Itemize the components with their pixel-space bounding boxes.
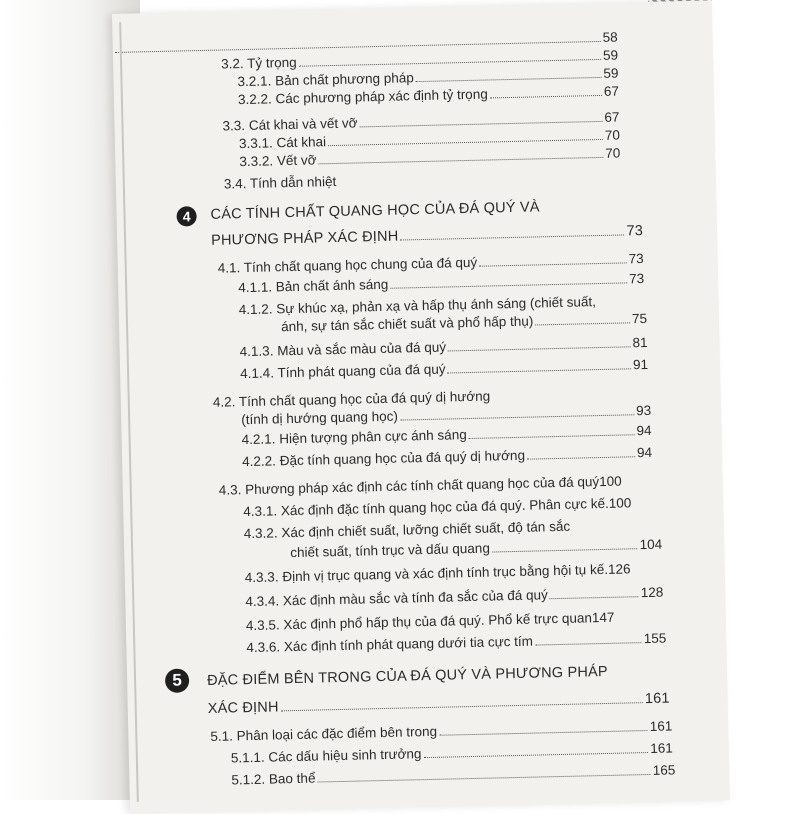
toc-page: 59 <box>602 47 619 63</box>
chapter-title-line1: ĐẶC ĐIỂM BÊN TRONG CỦA ĐÁ QUÝ VÀ PHƯƠNG PHÁP <box>206 663 608 690</box>
toc-title: Đặc tính quang học của đá quý dị hướng <box>279 447 526 469</box>
toc-num: 4.3. <box>218 482 242 498</box>
toc-title: Tính chất quang học chung của đá quý <box>243 254 478 276</box>
toc-leader <box>359 110 602 128</box>
toc-leader <box>416 66 602 82</box>
toc-leader <box>280 691 642 711</box>
toc-leader <box>469 423 635 439</box>
toc-title: Phương pháp xác định các tính chất quang học của đá quý <box>244 474 600 498</box>
toc-title: Màu và sắc màu của đá quý <box>277 339 447 359</box>
toc-title: Xác định chiết suất, lưỡng chiết suất, độ tán sắc <box>281 518 571 541</box>
toc-page: 161 <box>650 740 673 756</box>
toc-page: 81 <box>632 334 648 351</box>
toc-num: 3.2.2. <box>237 91 272 108</box>
chapter-title-line2: XÁC ĐỊNH <box>207 699 279 718</box>
toc-page: 67 <box>603 83 620 99</box>
toc-entry <box>246 630 666 658</box>
toc-title: Bản chất ánh sáng <box>275 276 389 295</box>
toc-title: Tỷ trọng <box>247 54 297 71</box>
chapter-number: 5 <box>172 670 183 690</box>
toc-num: 4.3.5. <box>245 617 280 634</box>
toc-leader <box>448 335 631 351</box>
toc-leader <box>479 251 627 266</box>
toc-num: 3.4. <box>223 175 247 192</box>
toc-num: 3.2.1. <box>237 73 272 90</box>
toc-title: Tính phát quang của đá quý <box>277 361 446 381</box>
chapter-title-line1: CÁC TÍNH CHẤT QUANG HỌC CỦA ĐÁ QUÝ VÀ <box>210 199 540 223</box>
toc-page: 93 <box>635 402 652 419</box>
toc-title: Vết vỡ <box>276 152 317 169</box>
toc-page: 73 <box>628 251 644 267</box>
toc-num: 4.1. <box>217 260 241 276</box>
toc-title: Bản chất phương pháp <box>274 70 414 89</box>
toc-num: 4.1.4. <box>240 365 275 382</box>
toc-num: 4.2. <box>212 394 236 410</box>
toc-entry <box>245 560 663 587</box>
toc-title-cont: (tính dị hướng quang học) <box>241 408 399 428</box>
toc-title: Tính dẫn nhiệt <box>249 173 337 191</box>
toc-leader <box>390 271 627 288</box>
chapter-number-badge <box>165 668 190 693</box>
toc-title: Các phương pháp xác định tỷ trọng <box>275 86 488 107</box>
toc-title: Các dấu hiệu sinh trưởng <box>268 746 422 765</box>
toc-num: 4.2.2. <box>242 453 277 470</box>
toc-title: Cát khai <box>276 134 327 151</box>
chapter-title-line2-row <box>211 222 643 250</box>
toc-page: 165 <box>652 762 676 778</box>
toc-leader <box>492 537 638 552</box>
toc-page: 94 <box>636 422 652 439</box>
toc-page: 58 <box>602 29 618 45</box>
toc-title: Xác định đặc tính quang học của đá quý. Phân cực kế. <box>280 495 609 519</box>
toc-num: 3.3.2. <box>239 153 274 170</box>
toc-num: 4.3.4. <box>245 593 280 610</box>
toc-title: Bao thể <box>268 770 316 787</box>
toc-num: 3.2. <box>220 56 244 72</box>
toc-entry <box>242 444 652 471</box>
toc-page: 100 <box>608 495 632 511</box>
toc-page: 75 <box>631 310 648 327</box>
toc-page: 126 <box>607 561 631 577</box>
toc-page: 67 <box>604 109 620 125</box>
chapter-number: 4 <box>182 208 191 225</box>
toc-page: 70 <box>605 145 621 161</box>
toc-entry <box>245 584 663 611</box>
toc-page: 104 <box>639 536 663 553</box>
toc-page: 155 <box>643 630 667 647</box>
toc-leader <box>439 719 648 736</box>
toc-page: 161 <box>644 690 670 708</box>
toc-num: 3.3.1. <box>238 135 273 152</box>
toc-page: 147 <box>591 609 615 626</box>
toc-title: Cát khai và vết vỡ <box>248 115 358 133</box>
toc-num: 5.1.1. <box>230 749 265 766</box>
toc-leader <box>490 84 602 99</box>
toc-entry <box>240 356 648 383</box>
toc-num: 5.1.2. <box>231 771 266 788</box>
toc-num: 4.3.6. <box>246 639 281 656</box>
toc-title-cont: chiết suất, tính trục và dấu quang <box>290 540 491 561</box>
toc-leader <box>317 763 651 783</box>
toc-title: Xác định màu sắc và tính đa sắc của đá quý <box>282 587 548 609</box>
toc-num: 4.1.1. <box>238 279 273 296</box>
toc-title: Xác định phổ hấp thụ của đá quý. Phổ kế trực quan <box>283 610 593 633</box>
chapter-title-line2: PHƯƠNG PHÁP XÁC ĐỊNH <box>210 228 399 249</box>
toc-num: 4.1.3. <box>239 343 274 360</box>
toc-num: 4.1.2. <box>238 301 273 318</box>
toc-num: 4.2.1. <box>241 431 276 448</box>
toc-num: 4.3.2. <box>243 525 278 542</box>
toc-page: 73 <box>628 270 645 287</box>
toc-num: 5.1. <box>210 728 234 744</box>
toc-leader <box>535 311 630 325</box>
chapter-number-badge <box>176 206 196 226</box>
toc-title: Hiện tượng phân cực ánh sáng <box>279 427 467 447</box>
toc-leader <box>550 585 639 599</box>
toc-page: 128 <box>640 584 664 601</box>
chapter-title-line2-row <box>208 690 670 718</box>
book-page <box>112 0 730 813</box>
toc-title: Xác định tính phát quang dưới tia cực tím <box>283 633 534 655</box>
toc-title: Định vị trục quang và xác định tính trục bằng hội tụ kế. <box>282 561 609 585</box>
toc-page: 70 <box>604 127 621 143</box>
toc-title: Tính chất quang học của đá quý dị hướng <box>238 388 491 410</box>
toc-page: 91 <box>632 356 649 373</box>
toc-title: Sự khúc xạ, phản xạ và hấp thụ ánh sáng (chiết suất, <box>276 294 597 317</box>
toc-leader <box>535 631 642 645</box>
toc-num: 4.3.1. <box>243 503 278 520</box>
toc-leader <box>447 357 631 373</box>
toc-page: 73 <box>626 223 644 240</box>
toc-page: 161 <box>649 718 673 734</box>
toc-title: Phân loại các đặc điểm bên trong <box>236 723 438 744</box>
toc-page: 100 <box>599 473 622 490</box>
toc-leader <box>400 223 624 240</box>
toc-leader <box>400 403 634 420</box>
toc-leader <box>423 741 648 758</box>
toc-entry <box>224 167 621 194</box>
toc-num: 3.3. <box>222 118 246 134</box>
toc-leader <box>527 445 635 459</box>
toc-num: 4.3.3. <box>244 569 279 586</box>
toc-entry <box>243 494 659 521</box>
toc-title-cont: ánh, sự tán sắc chiết suất và phổ hấp thụ) <box>280 313 534 335</box>
toc-page: 94 <box>636 444 653 461</box>
toc-page: 59 <box>603 65 619 81</box>
